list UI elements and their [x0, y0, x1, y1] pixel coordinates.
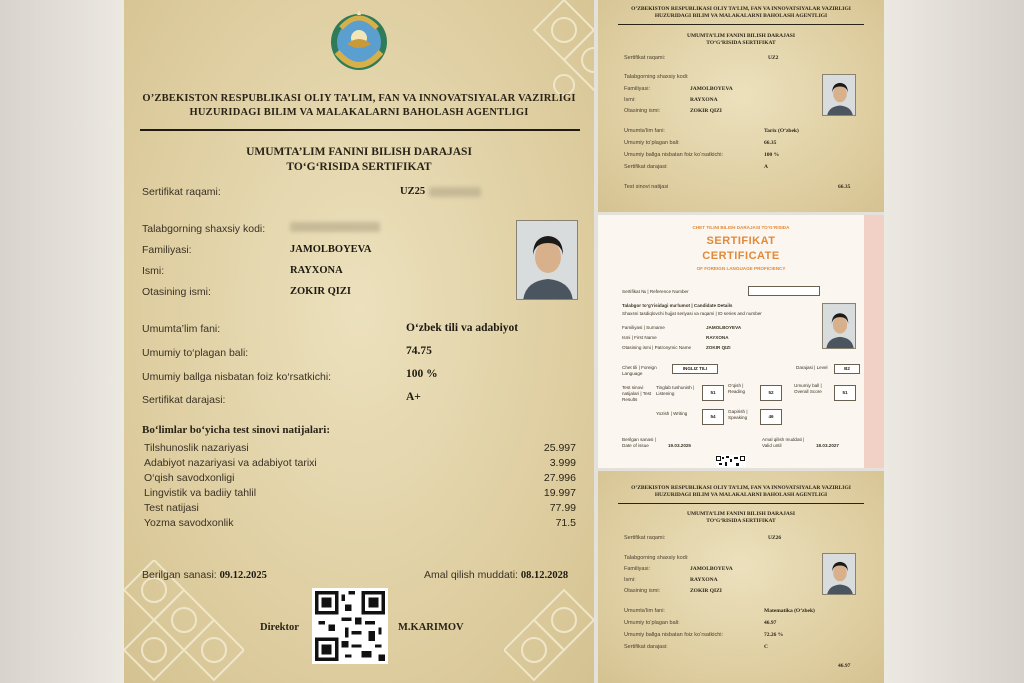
level-label: Sertifikat darajasi:: [142, 394, 226, 406]
subject-label: Umumta’lim fani:: [142, 323, 221, 335]
score-label: Umumiy to‘plagan bali:: [624, 140, 680, 146]
ornament-pattern-top-right: [504, 0, 594, 100]
section-row-label: Lingvistik va badiiy tahlil: [144, 487, 257, 499]
qr-code-icon: [716, 455, 746, 467]
subject-value: Matematika (O‘zbek): [764, 608, 815, 614]
background-left: [0, 0, 124, 683]
section-row-value: 77.99: [549, 502, 576, 514]
level-value: A: [764, 164, 768, 170]
lang-name-value: RAYXONA: [706, 335, 729, 340]
certificate-title: [124, 145, 594, 175]
percent-label: Umumiy ballga nisbatan foiz ko‘rsatkichi:: [624, 152, 724, 158]
holder-photo: [822, 74, 856, 116]
score-label: Umumiy to‘plagan bali:: [624, 620, 680, 626]
writing-score: 54: [702, 409, 724, 425]
id-series-label: Shaxsni tasdiqlovchi hujjat seriyasi va raqami | ID series and number: [622, 311, 762, 316]
percent-label: Umumiy ballga nisbatan foiz ko‘rsatkichi:: [142, 371, 332, 383]
valid-until-value: 08.12.2028: [520, 570, 569, 581]
section-row-label: Tilshunoslik nazariyasi: [144, 442, 249, 454]
foreign-language-label: Chet tili | Foreign Language: [622, 365, 657, 376]
holder-photo: [822, 553, 856, 595]
writing-label: Yozish | Writing: [656, 411, 688, 416]
issuing-authority: [124, 92, 594, 120]
lang-surname-value: JAMOLBOYEVA: [706, 325, 742, 330]
reference-number-label: Sertifikat № | Reference Number: [622, 289, 689, 294]
score-value: 46.97: [764, 620, 777, 626]
patronymic-value: ZOKIR QIZI: [690, 108, 722, 114]
speaking-score: 46: [760, 409, 782, 425]
lang-patronymic-label: Otasining ismi | Patronymic Name: [622, 345, 692, 350]
subject-value: Tarix (O‘zbek): [764, 128, 799, 134]
lang-title-uz: SERTIFIKAT: [706, 235, 776, 247]
score-label: Umumiy to‘plagan bali:: [142, 347, 249, 359]
section-row-value: 3.999: [549, 457, 576, 469]
title-line-2: TO‘G‘RISIDA SERTIFIKAT: [706, 40, 776, 46]
lang-subtitle: OF FOREIGN LANGUAGE PROFICIENCY: [696, 266, 786, 271]
issue-date-value: 19.03.2025: [668, 443, 691, 448]
test-result-value: 46.97: [838, 663, 851, 669]
level-label: Sertifikat darajasi:: [624, 164, 668, 170]
main-certificate: [124, 0, 594, 683]
director-label: Direktor: [260, 622, 299, 633]
section-row-value: 19.997: [543, 487, 576, 499]
section-row-label: Adabiyot nazariyasi va adabiyot tarixi: [144, 457, 317, 469]
patronymic-value: ZOKIR QIZI: [690, 588, 722, 594]
level-value: B2: [834, 364, 860, 374]
listening-score: 51: [702, 385, 724, 401]
certificate-history: [598, 0, 884, 212]
section-row-label: O‘qish savodxonligi: [144, 472, 235, 484]
foreign-language-value: INGLIZ TILI: [672, 364, 718, 374]
cert-number-label: Sertifikat raqami:: [624, 55, 666, 61]
test-result-value: 66.35: [838, 184, 851, 190]
cert-number-value: UZ25: [400, 186, 426, 197]
section-row-label: Yozma savodxonlik: [144, 517, 234, 529]
ministry-line-2: HUZURIDAGI BILIM VA MALAKALARNI BAHOLASH AGENTLIGI: [189, 107, 529, 118]
cert-number-label: Sertifikat raqami:: [142, 186, 221, 198]
surname-value: JAMOLBOYEVA: [690, 566, 733, 572]
issue-date-value: 09.12.2025: [219, 570, 267, 581]
ministry-line-1: O’ZBEKISTON RESPUBLIKASI OLIY TA’LIM, FAN VA INNOVATSIYALAR VAZIRLIGI: [631, 485, 851, 491]
subject-value: O‘zbek tili va adabiyot: [406, 322, 519, 334]
lang-title-en: CERTIFICATE: [702, 250, 780, 262]
valid-until-label: Amal qilish muddati | Valid until: [762, 437, 805, 448]
percent-value: 72.26 %: [764, 632, 784, 638]
holder-photo: [516, 220, 578, 300]
name-value: RAYXONA: [290, 265, 343, 276]
title-line-2: TO‘G‘RISIDA SERTIFIKAT: [706, 518, 776, 524]
score-value: 74.75: [406, 345, 432, 357]
lang-surname-label: Familiyasi | Surname: [622, 325, 665, 330]
percent-value: 100 %: [406, 368, 438, 380]
director-name: M.KARIMOV: [398, 622, 464, 633]
subject-label: Umumta’lim fani:: [624, 608, 665, 614]
speaking-label: Gapirish | Speaking: [728, 409, 748, 420]
candidate-details-label: Talabgor to‘g‘risidagi ma’lumot | Candidate Details: [622, 303, 733, 308]
redacted-personal-id: [290, 222, 380, 232]
surname-label: Familiyasi:: [624, 86, 650, 92]
ministry-line-2: HUZURIDAGI BILIM VA MALAKALARNI BAHOLASH AGENTLIGI: [654, 13, 828, 19]
patronymic-value: ZOKIR QIZI: [290, 286, 351, 297]
valid-until-label: Amal qilish muddati:: [424, 569, 518, 581]
overall-score: 51: [834, 385, 856, 401]
percent-value: 100 %: [764, 152, 780, 158]
issue-date: [142, 569, 267, 581]
surname-label: Familiyasi:: [624, 566, 650, 572]
ministry-line-1: O’ZBEKISTON RESPUBLIKASI OLIY TA’LIM, FAN VA INNOVATSIYALAR VAZIRLIGI: [142, 93, 576, 104]
level-label: Darajasi | Level: [796, 365, 828, 370]
name-label: Ismi:: [142, 265, 165, 277]
title-line-2: TO‘G‘RISIDA SERTIFIKAT: [286, 161, 432, 173]
redacted-cert-number: [429, 187, 481, 197]
state-emblem-icon: [327, 8, 391, 76]
overall-label: Umumiy ball | Overall Score: [794, 383, 822, 394]
name-value: RAYXONA: [690, 577, 718, 583]
name-value: RAYXONA: [690, 97, 718, 103]
divider: [618, 503, 864, 504]
score-value: 66.35: [764, 140, 777, 146]
level-value: C: [764, 644, 768, 650]
test-result-label: Test sinovi natijasi: [624, 184, 669, 190]
surname-value: JAMOLBOYEVA: [290, 244, 372, 255]
name-label: Ismi:: [624, 577, 636, 583]
ministry-line-1: O’ZBEKISTON RESPUBLIKASI OLIY TA’LIM, FAN VA INNOVATSIYALAR VAZIRLIGI: [631, 6, 851, 12]
certificate-foreign-language: [598, 215, 884, 468]
cert-number-label: Sertifikat raqami:: [624, 535, 666, 541]
issue-date-label: Berilgan sanasi | Date of issue: [622, 437, 656, 448]
reading-label: O‘qish | Reading: [728, 383, 746, 394]
lang-patronymic-value: ZOKIR QIZI: [706, 345, 731, 350]
level-label: Sertifikat darajasi:: [624, 644, 668, 650]
patronymic-label: Otasining ismi:: [624, 108, 661, 114]
listening-label: Tinglab tushunish | Listening: [656, 385, 695, 396]
section-row-value: 27.996: [543, 472, 576, 484]
title-line-1: UMUMTA’LIM FANINI BILISH DARAJASI: [246, 146, 472, 158]
section-row-label: Test natijasi: [144, 502, 199, 514]
qr-code-icon: [312, 588, 388, 664]
title-line-1: UMUMTA’LIM FANINI BILISH DARAJASI: [686, 33, 796, 39]
patronymic-label: Otasining ismi:: [624, 588, 661, 594]
personal-id-label: Talabgorning shaxsiy kodi:: [624, 74, 689, 80]
section-row-value: 25.997: [543, 442, 576, 454]
holder-photo: [822, 303, 856, 349]
valid-until: [424, 569, 568, 581]
patronymic-label: Otasining ismi:: [142, 286, 211, 298]
name-label: Ismi:: [624, 97, 636, 103]
section-results-title: Bo‘limlar bo‘yicha test sinovi natijalari:: [142, 424, 331, 436]
surname-value: JAMOLBOYEVA: [690, 86, 733, 92]
personal-id-label: Talabgorning shaxsiy kodi:: [624, 555, 689, 561]
divider: [618, 24, 864, 25]
reference-number-box: [748, 286, 820, 296]
surname-label: Familiyasi:: [142, 244, 192, 256]
subject-label: Umumta’lim fani:: [624, 128, 665, 134]
divider: [140, 129, 580, 131]
background-right: [884, 0, 1024, 683]
cert-number-value: UZ2: [768, 55, 779, 61]
valid-until-value: 18.03.2027: [816, 443, 839, 448]
personal-id-label: Talabgorning shaxsiy kodi:: [142, 223, 266, 235]
level-value: A+: [406, 391, 421, 403]
ministry-line-2: HUZURIDAGI BILIM VA MALAKALARNI BAHOLASH AGENTLIGI: [654, 492, 828, 498]
certificate-math: [598, 471, 884, 683]
test-results-label: Test sinovi natijalari | Test Results: [622, 385, 652, 402]
cert-number-value: UZ26: [768, 535, 782, 541]
title-line-1: UMUMTA’LIM FANINI BILISH DARAJASI: [686, 511, 796, 517]
lang-header: CHET TILINI BILISH DARAJASI TO‘G‘RISIDA: [692, 225, 790, 230]
percent-label: Umumiy ballga nisbatan foiz ko‘rsatkichi:: [624, 632, 724, 638]
reading-score: 52: [760, 385, 782, 401]
lang-name-label: Ismi | First Name: [622, 335, 657, 340]
section-row-value: 71.5: [555, 517, 576, 529]
issue-date-label: Berilgan sanasi:: [142, 569, 217, 581]
